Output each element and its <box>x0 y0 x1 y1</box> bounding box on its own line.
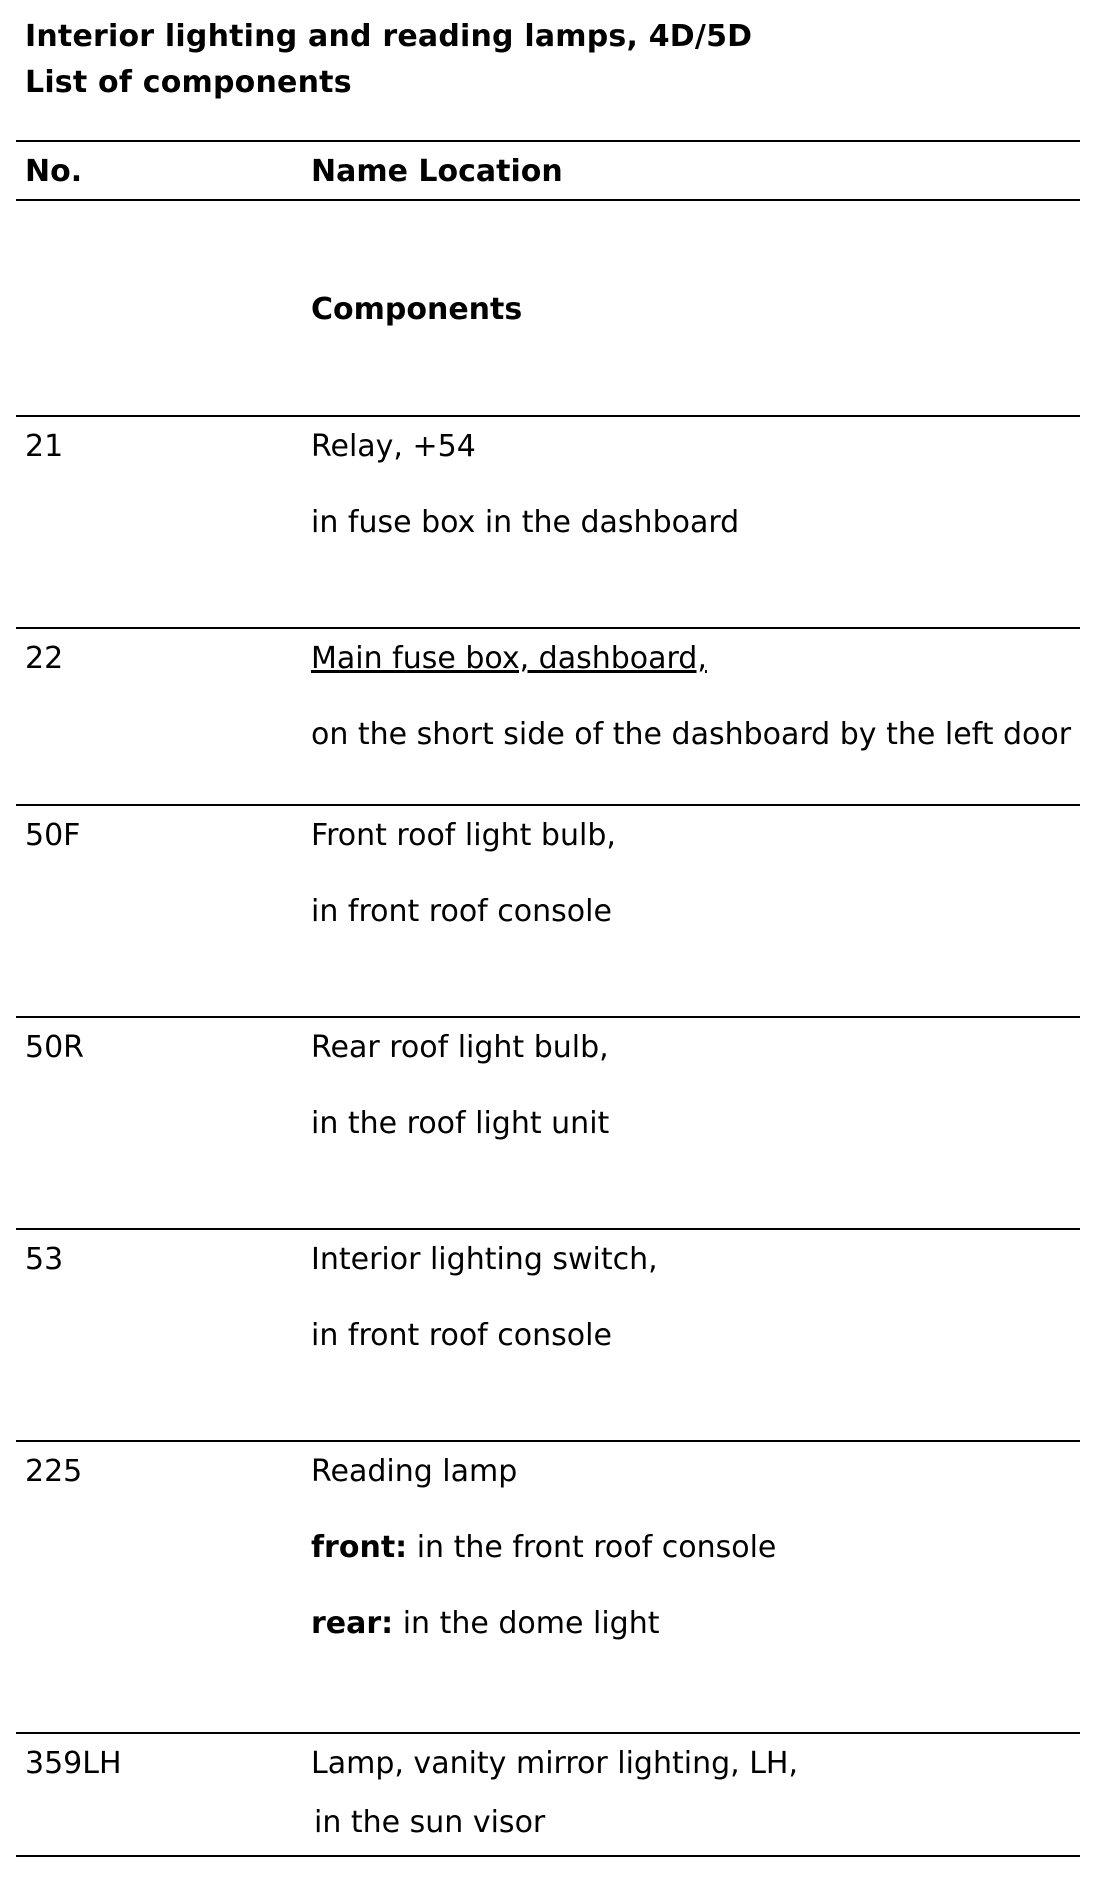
row-359lh-name: Lamp, vanity mirror lighting, LH, <box>311 1746 799 1781</box>
row-359lh-location: in the sun visor <box>314 1805 546 1840</box>
row-50r-name: Rear roof light bulb, <box>311 1030 609 1065</box>
section-label-components: Components <box>311 292 523 327</box>
row-53-location: in front roof console <box>311 1318 612 1353</box>
row-50r-location: in the roof light unit <box>311 1106 610 1141</box>
column-header-name-location: Name Location <box>311 154 563 189</box>
row-21-number: 21 <box>25 429 64 464</box>
row-divider <box>16 627 1080 629</box>
row-359lh-number: 359LH <box>25 1746 122 1781</box>
front-label: front: <box>311 1530 408 1565</box>
document-title: Interior lighting and reading lamps, 4D/5D <box>25 19 753 54</box>
row-divider <box>16 1016 1080 1018</box>
table-bottom-rule <box>16 1855 1080 1857</box>
row-divider <box>16 415 1080 417</box>
row-divider <box>16 1440 1080 1442</box>
row-21-location: in fuse box in the dashboard <box>311 505 740 540</box>
row-50f-number: 50F <box>25 818 81 853</box>
row-225-front-location <box>311 1528 776 1568</box>
front-text: in the front roof console <box>407 1530 777 1565</box>
document-subtitle: List of components <box>25 65 352 100</box>
row-53-number: 53 <box>25 1242 64 1277</box>
column-header-no: No. <box>25 154 83 189</box>
row-divider <box>16 1732 1080 1734</box>
row-22-location: on the short side of the dashboard by the left door <box>311 717 1072 752</box>
row-50r-number: 50R <box>25 1030 85 1065</box>
row-divider <box>16 804 1080 806</box>
row-divider <box>16 1228 1080 1230</box>
header-bottom-rule <box>16 199 1080 201</box>
table-top-rule <box>16 140 1080 142</box>
row-225-name: Reading lamp <box>311 1454 518 1489</box>
row-225-number: 225 <box>25 1454 83 1489</box>
row-22-name-link[interactable]: Main fuse box, dashboard, <box>311 641 707 676</box>
row-22-number: 22 <box>25 641 64 676</box>
rear-text: in the dome light <box>393 1606 660 1641</box>
row-53-name: Interior lighting switch, <box>311 1242 658 1277</box>
row-50f-name: Front roof light bulb, <box>311 818 616 853</box>
row-225-rear-location <box>311 1604 659 1644</box>
rear-label: rear: <box>311 1606 394 1641</box>
row-21-name: Relay, +54 <box>311 429 476 464</box>
row-50f-location: in front roof console <box>311 894 612 929</box>
